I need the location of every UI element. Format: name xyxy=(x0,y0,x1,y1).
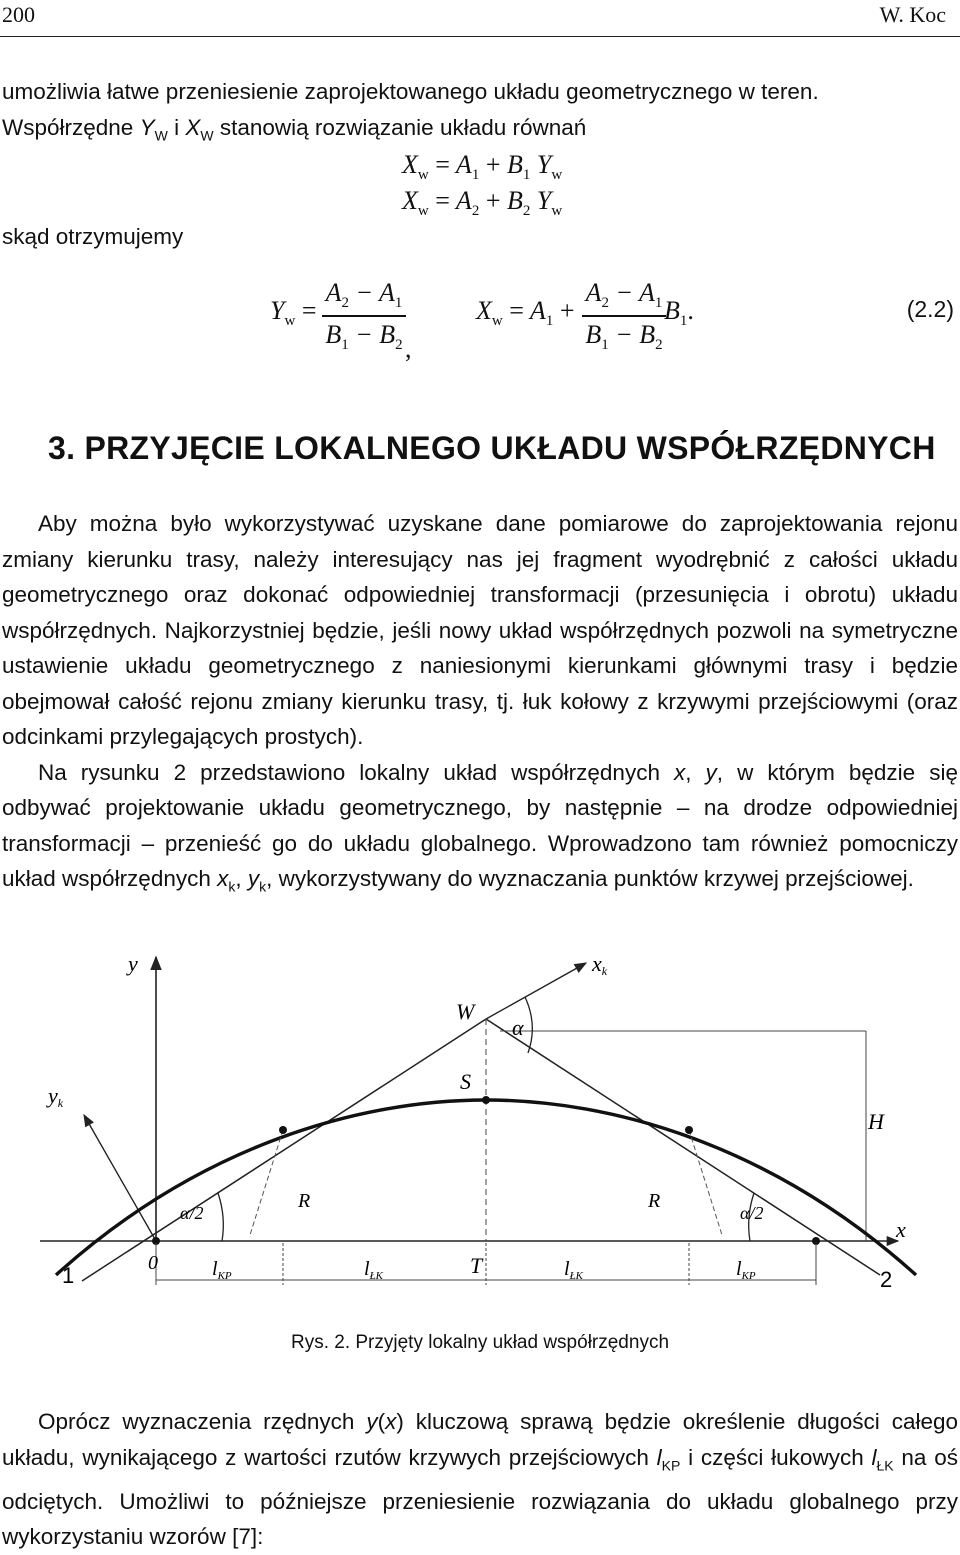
label-alpha-half-left: α/2 xyxy=(180,1203,204,1223)
equation-system-2: $X_w = A_2 + B_2$ $Y_w$ xyxy=(402,186,563,220)
label-r-left: R xyxy=(298,1190,311,1212)
equation-xw-fraction: $A_2 - A_1$ $B_1 - B_2$ xyxy=(582,278,666,354)
header-rule xyxy=(0,36,960,37)
tangent-right xyxy=(486,1019,880,1275)
label-lkp-right: $l_{KP}$ xyxy=(736,1258,756,1282)
label-y: y xyxy=(128,951,138,976)
paragraph-2: Na rysunku 2 przedstawiono lokalny układ współrzędnych x, y, w którym będzie się odbywać projektowanie układu geometrycznego, by następnie – na drodze odpowiedniej transformacji – przenieść go do układu globalnego. Wprowadzono tam również pomocniczy układ współrzędnych $x_k$, $y_k$, wykorzystywany do wyznaczania punktów krzywej przejściowej. xyxy=(2,759,958,895)
label-point-1: 1 xyxy=(62,1263,75,1288)
equation-comma: , xyxy=(405,334,412,363)
figure-caption: Rys. 2. Przyjęty lokalny układ współrzędnych xyxy=(290,1332,670,1353)
figure-local-coordinate-system xyxy=(0,945,960,1325)
intro-continuation: skąd otrzymujemy xyxy=(2,224,184,249)
page-header xyxy=(0,0,960,40)
equation-system-1: $X_w = A_1 + B_1$ $Y_w$ xyxy=(402,150,563,184)
label-point-2: 2 xyxy=(880,1267,893,1292)
label-alpha-half-right: α/2 xyxy=(740,1203,764,1223)
equation-number: (2.2) xyxy=(906,296,954,322)
radius-left xyxy=(250,1130,283,1235)
label-s: S xyxy=(460,1069,471,1094)
xk-axis xyxy=(486,963,586,1019)
paragraph-1: Aby można było wykorzystywać uzyskane dane pomiarowe do zaprojektowania rejonu zmiany kierunku trasy, należy interesujący nas jej fragment wyodrębnić z całości układu geometrycznego oraz dokonać odpowiedniej transformacji (przesunięcia i obrotu) układu współrzędnych. Najkorzystniej będzie, jeśli nowy układ współrzędnych pozwoli na symetryczne ustawienie układu geometrycznego z naniesionymi kierunkami głównymi trasy i będzie obejmował całość rejonu zmiany kierunku trasy, tj. łuk kołowy z krzywymi przejściowymi (oraz odcinkami przylegających prostych). xyxy=(2,511,958,749)
label-o: 0 xyxy=(148,1252,158,1274)
label-x: x xyxy=(896,1217,906,1242)
label-r-right: R xyxy=(648,1190,661,1212)
radius-right xyxy=(689,1130,722,1235)
page-number: 200 xyxy=(2,2,35,27)
angle-left-arc xyxy=(218,1193,223,1241)
body-paragraphs xyxy=(2,506,958,905)
intro-line-1: umożliwia łatwe przeniesienie zaprojektowanego układu geometrycznego w teren. xyxy=(2,79,819,104)
running-author: W. Koc xyxy=(879,2,946,27)
paragraph-3: Oprócz wyznaczenia rzędnych y(x) kluczową sprawą będzie określenie długości całego układu, wynikającego z wartości rzutów krzywych przejściowych $l_{KP}$ i części łukowych $l_{ŁK}$ na oś odciętych. Umożliwi to późniejsze przeniesienie rozwiązania do układu globalnego przy wykorzystaniu wzorów [7]: xyxy=(2,1409,958,1549)
equation-xw-lhs: $X_w = A_1$ + xyxy=(476,296,575,330)
label-h: H xyxy=(868,1109,884,1134)
label-w: W xyxy=(456,999,475,1024)
intro-text xyxy=(2,74,958,154)
label-lkp-left: $l_{KP}$ xyxy=(212,1258,232,1282)
label-llk-left: $l_{ŁK}$ xyxy=(364,1258,384,1282)
point-s xyxy=(482,1096,490,1104)
label-yk: yk xyxy=(48,1083,64,1110)
section-heading: 3. PRZYJĘCIE LOKALNEGO UKŁADU WSPÓŁRZĘDNYCH xyxy=(48,430,936,466)
equation-xw-tail: $B_1$. xyxy=(664,296,694,330)
label-llk-right: $l_{ŁK}$ xyxy=(564,1258,584,1282)
point-lk-left xyxy=(279,1126,287,1134)
intro-line-2: Współrzędne $Y_W$ i $X_W$ stanowią rozwiązanie układu równań xyxy=(2,114,587,143)
equation-yw-lhs: $Y_w$ = xyxy=(270,296,317,330)
label-alpha: α xyxy=(512,1015,524,1040)
label-t: T xyxy=(470,1253,483,1278)
closing-paragraph xyxy=(2,1404,958,1555)
equation-yw-fraction: $A_2 - A_1$ $B_1 - B_2$ xyxy=(322,278,406,354)
point-lk-right xyxy=(685,1126,693,1134)
label-xk: xk xyxy=(592,951,608,978)
